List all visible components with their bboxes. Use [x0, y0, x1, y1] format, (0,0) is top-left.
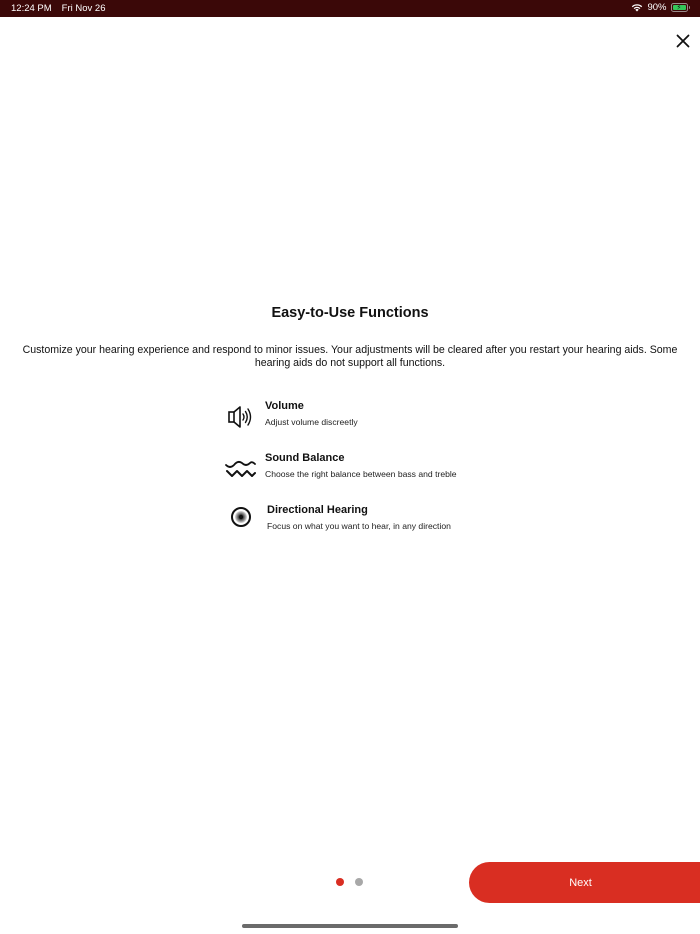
feature-directional-hearing	[224, 504, 524, 544]
feature-title: Directional Hearing	[267, 504, 368, 516]
page-dot-inactive[interactable]	[355, 878, 363, 886]
page-indicator	[336, 878, 363, 886]
status-date: Fri Nov 26	[61, 3, 106, 14]
feature-description: Choose the right balance between bass and treble	[265, 469, 457, 479]
status-time-date	[11, 3, 106, 14]
bolt-icon: ⚡	[676, 4, 682, 11]
feature-description: Adjust volume discreetly	[265, 417, 358, 427]
status-bar	[0, 0, 700, 17]
battery-percent: 90%	[647, 2, 667, 13]
feature-description: Focus on what you want to hear, in any direction	[267, 521, 451, 531]
status-indicators	[631, 2, 690, 13]
next-button[interactable]	[469, 862, 700, 903]
home-indicator[interactable]	[242, 924, 458, 928]
page-dot-active[interactable]	[336, 878, 344, 886]
status-time: 12:24 PM	[11, 3, 52, 14]
close-button[interactable]	[672, 30, 694, 52]
speaker-volume-icon	[224, 400, 258, 434]
feature-title: Volume	[265, 400, 304, 412]
feature-sound-balance	[224, 452, 524, 492]
page-title: Easy-to-Use Functions	[271, 305, 429, 321]
feature-title: Sound Balance	[265, 452, 345, 464]
battery-charging-icon	[671, 3, 688, 12]
page-description: Customize your hearing experience and respond to minor issues. Your adjustments will be cleared after you restart your hearing aids. Some hearing aids do not support all functions.	[22, 344, 678, 369]
next-button-label: Next	[569, 876, 592, 889]
sound-balance-wave-icon	[224, 452, 258, 486]
battery-cap	[689, 6, 691, 9]
close-icon	[672, 30, 694, 52]
feature-volume	[224, 400, 524, 440]
wifi-icon	[631, 3, 643, 12]
directional-target-icon	[224, 504, 258, 538]
